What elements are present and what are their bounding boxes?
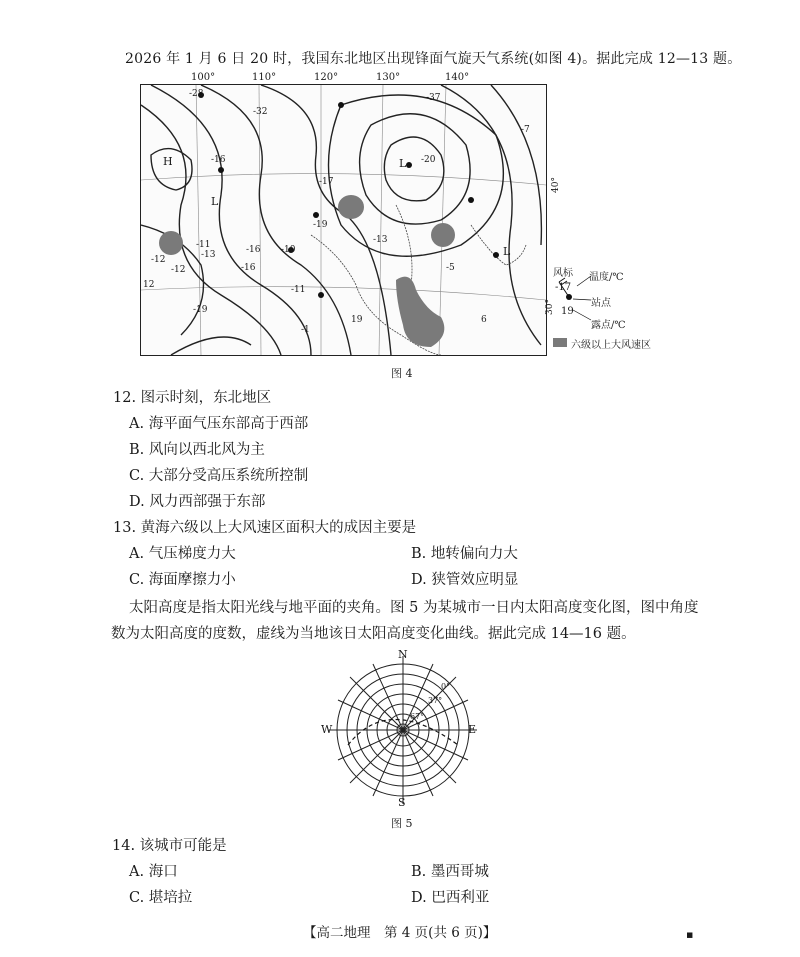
legend-wind-area-label: 六级以上大风速区 [571, 340, 651, 351]
question-13-stem: 13. 黄海六级以上大风速区面积大的成因主要是 [113, 520, 417, 536]
weather-map-figure4 [140, 84, 547, 356]
low-pressure-label-center: L [399, 157, 407, 170]
station-value: -5 [446, 263, 455, 273]
low-pressure-label-east: L [503, 245, 511, 258]
station-value: -11 [291, 285, 306, 295]
station-value: -12 [151, 255, 166, 265]
q12-option-a: A. 海平面气压东部高于西部 [129, 416, 309, 432]
q14-option-c: C. 堪培拉 [129, 890, 193, 906]
high-pressure-label: H [163, 155, 173, 168]
lon-label-100: 100° [191, 72, 216, 83]
legend-station-label: 站点 [591, 298, 611, 309]
lat-label-30: 30° [544, 299, 555, 315]
station-value: -37 [426, 93, 441, 103]
altitude-label-0: 0° [441, 682, 451, 691]
q12-option-d: D. 风力西部强于东部 [129, 494, 266, 510]
figure5-caption: 图 5 [391, 817, 413, 830]
q13-option-d: D. 狭管效应明显 [411, 572, 519, 588]
legend-temp-value: -17 [555, 282, 572, 293]
q13-option-c: C. 海面摩擦力小 [129, 572, 236, 588]
station-value: -19 [193, 305, 208, 315]
station-value: -19 [313, 220, 328, 230]
q14-option-d: D. 巴西利亚 [411, 890, 490, 906]
q12-option-b: B. 风向以西北风为主 [129, 442, 265, 458]
station-value: -11 [196, 240, 211, 250]
station-value: 6 [481, 315, 487, 325]
map-legend [551, 262, 661, 352]
figure4-caption: 图 4 [391, 367, 413, 380]
legend-wind-label: 风标 [553, 268, 573, 279]
question-14-stem: 14. 该城市可能是 [112, 838, 227, 854]
question-12-stem: 12. 图示时刻，东北地区 [113, 390, 272, 406]
q14-option-a: A. 海口 [129, 864, 178, 880]
page-footer: 【高二地理 第 4 页(共 6 页)】 [303, 925, 497, 941]
intro-text-12-13: 2026 年 1 月 6 日 20 时，我国东北地区出现锋面气旋天气系统(如图 4)。据此完成 12—13 题。 [125, 51, 742, 67]
lon-label-110: 110° [252, 72, 277, 83]
station-value: -13 [201, 250, 216, 260]
lon-label-120: 120° [314, 72, 339, 83]
legend-wind-area-swatch [553, 338, 567, 347]
station-value: -20 [421, 155, 436, 165]
station-value: -17 [319, 177, 334, 187]
q13-option-b: B. 地转偏向力大 [411, 546, 518, 562]
station-value: -7 [521, 125, 530, 135]
station-value: -28 [189, 89, 204, 99]
sun-altitude-diagram-figure5 [318, 644, 488, 816]
altitude-label-67: 67° [410, 712, 425, 721]
q12-option-c: C. 大部分受高压系统所控制 [129, 468, 309, 484]
compass-east: E [468, 723, 477, 736]
station-value: -16 [211, 155, 226, 165]
intro-text-14-16-line2: 数为太阳高度的度数，虚线为当地该日太阳高度变化曲线。据此完成 14—16 题。 [111, 626, 636, 642]
compass-north: N [398, 648, 408, 661]
q13-option-a: A. 气压梯度力大 [129, 546, 236, 562]
legend-dew-value: 19 [561, 306, 574, 317]
low-pressure-label-west: L [211, 195, 219, 208]
legend-dew-label: 露点/℃ [591, 320, 626, 331]
legend-temp-label: 温度/℃ [589, 272, 624, 283]
intro-text-14-16-line1: 太阳高度是指太阳光线与地平面的夹角。图 5 为某城市一日内太阳高度变化图，图中角度 [129, 600, 699, 616]
corner-mark: ▪ [686, 928, 694, 941]
lon-label-130: 130° [376, 72, 401, 83]
lat-label-40: 40° [550, 177, 561, 193]
station-value: -32 [253, 107, 268, 117]
station-value: -16 [246, 245, 261, 255]
station-value: 19 [351, 315, 363, 325]
altitude-label-37: 37° [428, 696, 443, 705]
lon-label-140: 140° [445, 72, 470, 83]
q14-option-b: B. 墨西哥城 [411, 864, 489, 880]
compass-south: S [398, 796, 406, 809]
station-value: 12 [143, 280, 155, 290]
station-value: -12 [171, 265, 186, 275]
station-value: -13 [373, 235, 388, 245]
station-value: -16 [241, 263, 256, 273]
station-value: -1 [301, 325, 310, 335]
compass-west: W [321, 723, 333, 736]
station-value: -10 [281, 245, 296, 255]
